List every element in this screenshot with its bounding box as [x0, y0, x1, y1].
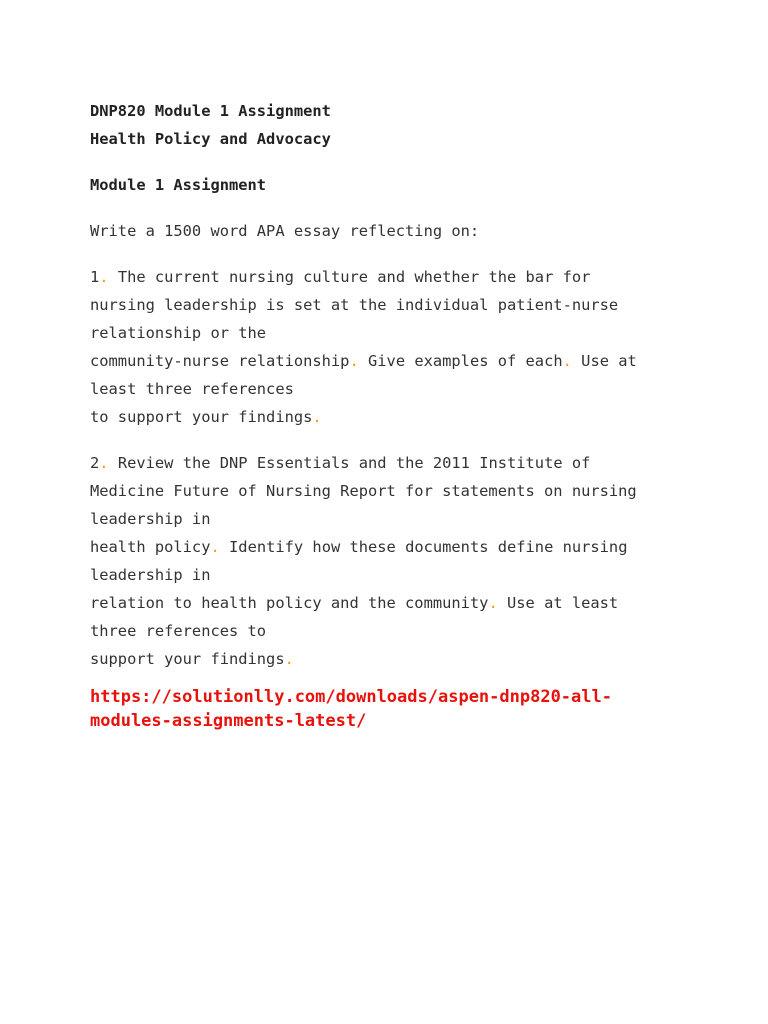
item-text: Give examples of each	[368, 352, 563, 370]
link-line-2: modules-assignments-latest/	[90, 711, 367, 731]
item-text: Review the DNP Essentials and the 2011 Institute of	[117, 454, 591, 472]
item-text: Use at	[581, 352, 637, 370]
punctuation-dot: .	[562, 352, 572, 370]
punctuation-dot: .	[210, 538, 220, 556]
intro-text: Write a 1500 word APA essay reflecting on:	[90, 222, 480, 240]
item-text: community-nurse relationship	[90, 352, 350, 370]
item-text: health policy	[90, 538, 211, 556]
title-block	[90, 97, 690, 153]
punctuation-dot: .	[349, 352, 359, 370]
document-title: DNP820 Module 1 Assignment	[90, 102, 331, 120]
punctuation-dot: .	[284, 650, 294, 668]
document-content	[90, 97, 690, 733]
download-link[interactable]	[90, 685, 690, 733]
item-text: three references to	[90, 622, 267, 640]
item-text: least three references	[90, 380, 294, 398]
punctuation-dot: .	[488, 594, 498, 612]
section-heading: Module 1 Assignment	[90, 176, 267, 194]
item-text: Medicine Future of Nursing Report for statements on nursing	[90, 482, 637, 500]
item-text: relationship or the	[90, 324, 267, 342]
link-line-1: https://solutionlly.com/downloads/aspen-dnp820-all-	[90, 687, 612, 707]
item-text: nursing leadership is set at the individual patient-nurse	[90, 296, 619, 314]
item-text: to support your findings	[90, 408, 313, 426]
item-text: relation to health policy and the community	[90, 594, 489, 612]
item-text: The current nursing culture and whether the bar for	[117, 268, 591, 286]
item-number-dot: .	[99, 268, 109, 286]
list-item-2	[90, 449, 690, 673]
punctuation-dot: .	[312, 408, 322, 426]
item-number: 1	[90, 268, 100, 286]
document-subtitle: Health Policy and Advocacy	[90, 130, 331, 148]
item-text: leadership in	[90, 566, 211, 584]
item-text: Use at least	[507, 594, 619, 612]
item-text: support your findings	[90, 650, 285, 668]
item-text: leadership in	[90, 510, 211, 528]
list-item-1	[90, 263, 690, 431]
item-number-dot: .	[99, 454, 109, 472]
item-number: 2	[90, 454, 100, 472]
item-text: Identify how these documents define nursing	[229, 538, 628, 556]
